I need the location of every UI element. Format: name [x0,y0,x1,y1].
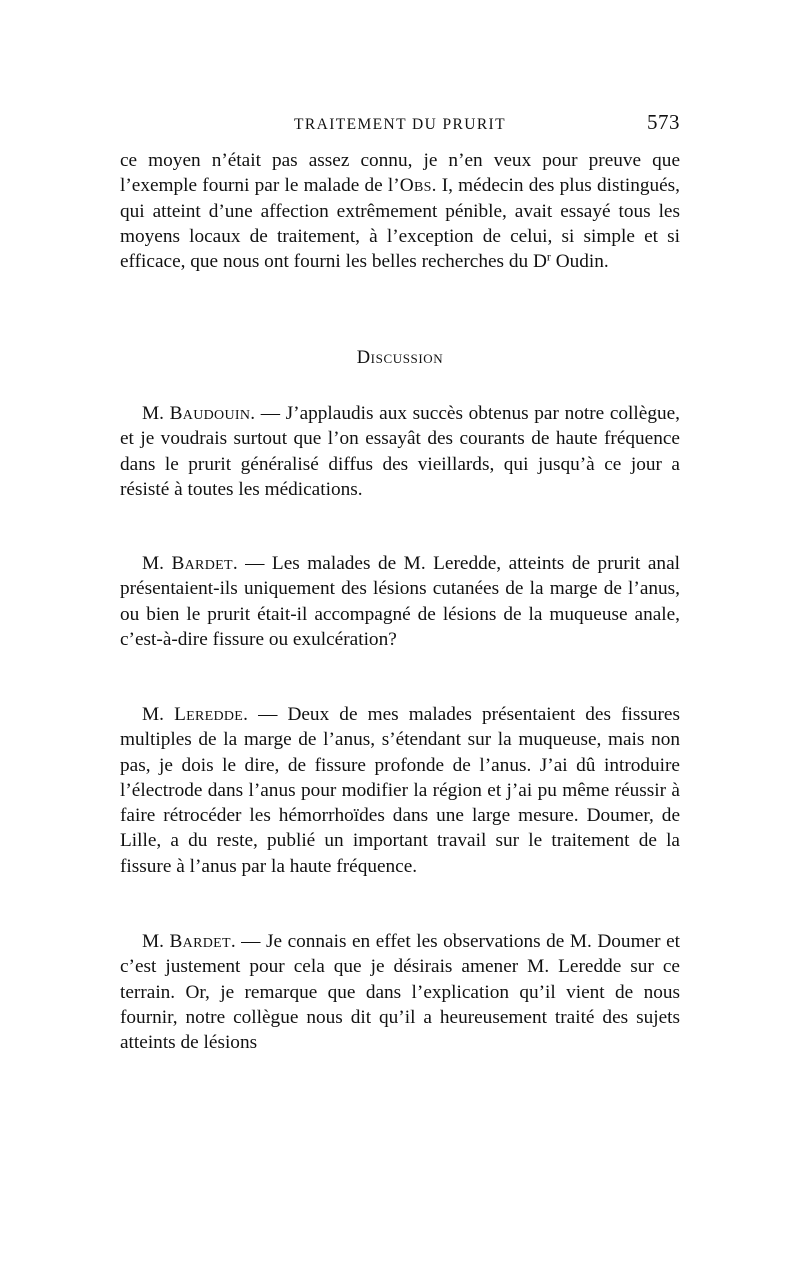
speaker-prefix: M. [142,553,172,574]
discussion-paragraph [120,401,680,502]
discussion-paragraph [120,551,680,652]
paragraph-text: . — Deux de mes malades présentaient des fissures multiples de la marge de l’anus, s’étendant sur la muqueuse, mais non pas, je dois le dire, de fissure profonde de l’anus. J’ai dû introduire l’électrode dans l’anus pour modifier la région et j’ai pu même réussir à faire rétrocéder les hémorrhoïdes dans une large mesure. Doumer, de Lille, a du reste, publié un important travail sur le traitement de la fissure à l’anus par la haute fréquence. [120,704,680,877]
speaker-name: Bardet [171,553,233,574]
speaker-prefix: M. [142,403,170,424]
section-heading: Discussion [356,348,444,368]
speaker-name: Bardet [169,931,231,952]
discussion-paragraph [120,929,680,1055]
obs-label: Obs [399,175,432,197]
paragraph-text: . — J’applaudis aux succès obtenus par notre collègue, et je voudrais surtout que l’on essayât des courants de haute fréquence dans le prurit généralisé diffus des vieillards, qui jusqu’à ce jour a résisté à toutes les médications. [120,403,680,500]
intro-text-middle: . I, médecin des plus distingués, qui atteint d’une affection extrêmement pénible, avait essayé tous les moyens locaux de traitement, à l’exception de celui, si simple et si efficace, que nous ont fourni les belles recherches du D [120,175,681,273]
speaker-name: Leredde [174,704,244,725]
intro-text-end: Oudin. [550,251,609,273]
running-title: TRAITEMENT DU PRURIT [294,116,506,133]
speaker-prefix: M. [142,704,175,725]
page-number: 573 [647,110,680,134]
paragraph-text: . — Je connais en effet les observations de M. Doumer et c’est justement pour cela que je désirais amener M. Leredde sur ce terrain. Or, je remarque que dans l’explication qu’il vient de nous fournir, notre collègue nous dit qu’il a heureusement traité des sujets atteints de lésions [120,931,680,1054]
discussion-paragraph [120,702,680,879]
page-header [120,110,680,140]
intro-paragraph [120,148,680,274]
speaker-prefix: M. [142,931,170,952]
dr-superscript: r [546,249,551,264]
intro-text-start: ce moyen n’était pas assez connu, je n’en veux pour preuve que l’exemple fourni par le malade de l’ [120,150,680,197]
speaker-name: Baudouin [169,403,251,424]
paragraph-text: . — Les malades de M. Leredde, atteints de prurit anal présentaient-ils uniquement des lésions cutanées de la marge de l’anus, ou bien le prurit était-il accompagné de lésions de la muqueuse anale, c’est-à-dire fissure ou exulcération? [120,553,680,650]
